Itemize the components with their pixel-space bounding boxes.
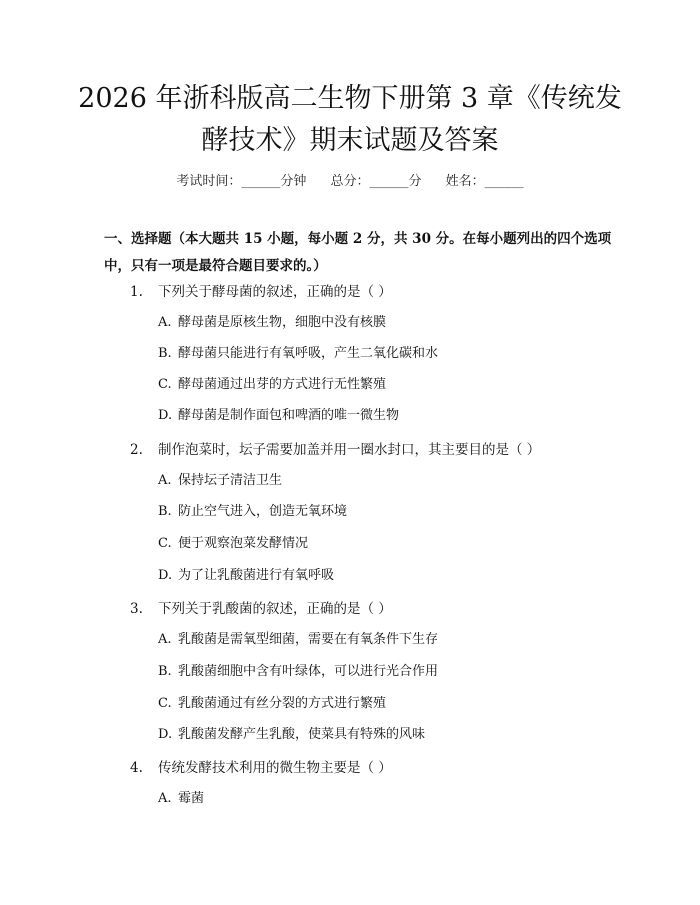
- option-letter: A.: [158, 473, 172, 488]
- option-2b: [158, 502, 347, 522]
- option-letter: B.: [158, 346, 172, 361]
- option-text: 乳酸菌是需氧型细菌，需要在有氧条件下生存: [178, 632, 439, 647]
- option-2d: [158, 566, 334, 586]
- option-letter: A.: [158, 791, 172, 806]
- option-text: 便于观察泡菜发酵情况: [178, 536, 309, 551]
- option-letter: D.: [158, 408, 173, 423]
- question-4: [130, 758, 392, 778]
- option-letter: C.: [158, 696, 172, 711]
- option-letter: C.: [158, 536, 172, 551]
- option-1a: [158, 313, 386, 333]
- title-line-2: 酵技术》期末试题及答案: [201, 125, 499, 156]
- option-3b: [158, 662, 438, 682]
- option-4a: [158, 789, 204, 809]
- question-2: [130, 440, 540, 460]
- student-name: 姓名：______: [445, 174, 524, 189]
- option-letter: D.: [158, 727, 173, 742]
- question-number: 3.: [130, 601, 143, 617]
- question-text: 下列关于酵母菌的叙述，正确的是（ ）: [158, 284, 392, 300]
- title-line-1: 2026 年浙科版高二生物下册第 3 章《传统发: [78, 83, 622, 114]
- option-text: 酵母菌只能进行有氧呼吸，产生二氧化碳和水: [178, 346, 439, 361]
- question-1: [130, 282, 392, 302]
- question-text: 制作泡菜时，坛子需要加盖并用一圈水封口，其主要目的是（ ）: [158, 442, 541, 458]
- section-heading: 一、选择题（本大题共 15 小题，每小题 2 分，共 30 分。在每小题列出的四个选项中，只有一项是最符合题目要求的。）: [104, 231, 612, 274]
- exam-info: [0, 170, 700, 189]
- option-letter: C.: [158, 377, 172, 392]
- page-title: [60, 78, 640, 162]
- option-text: 酵母菌是制作面包和啤酒的唯一微生物: [178, 408, 400, 423]
- total-score: 总分：______分: [330, 174, 422, 189]
- option-text: 酵母菌通过出芽的方式进行无性繁殖: [178, 377, 387, 392]
- exam-time: 考试时间：______分钟: [176, 174, 307, 189]
- option-text: 乳酸菌细胞中含有叶绿体，可以进行光合作用: [178, 664, 439, 679]
- option-text: 保持坛子清洁卫生: [178, 473, 283, 488]
- option-3c: [158, 694, 386, 714]
- option-text: 为了让乳酸菌进行有氧呼吸: [178, 568, 335, 583]
- question-text: 传统发酵技术利用的微生物主要是（ ）: [158, 760, 392, 776]
- question-text: 下列关于乳酸菌的叙述，正确的是（ ）: [158, 601, 392, 617]
- option-2a: [158, 471, 282, 491]
- option-letter: B.: [158, 664, 172, 679]
- option-2c: [158, 534, 308, 554]
- option-text: 乳酸菌发酵产生乳酸，使菜具有特殊的风味: [178, 727, 426, 742]
- question-3: [130, 599, 392, 619]
- option-text: 防止空气进入，创造无氧环境: [178, 504, 348, 519]
- option-text: 酵母菌是原核生物，细胞中没有核膜: [178, 315, 387, 330]
- option-text: 乳酸菌通过有丝分裂的方式进行繁殖: [178, 696, 387, 711]
- option-3d: [158, 725, 425, 745]
- option-letter: A.: [158, 632, 172, 647]
- question-number: 1.: [130, 284, 143, 300]
- question-number: 2.: [130, 442, 143, 458]
- option-letter: B.: [158, 504, 172, 519]
- option-1b: [158, 344, 438, 364]
- option-1c: [158, 375, 386, 395]
- question-number: 4.: [130, 760, 143, 776]
- option-1d: [158, 406, 399, 426]
- option-text: 霉菌: [178, 791, 205, 806]
- option-letter: A.: [158, 315, 172, 330]
- option-3a: [158, 630, 438, 650]
- option-letter: D.: [158, 568, 173, 583]
